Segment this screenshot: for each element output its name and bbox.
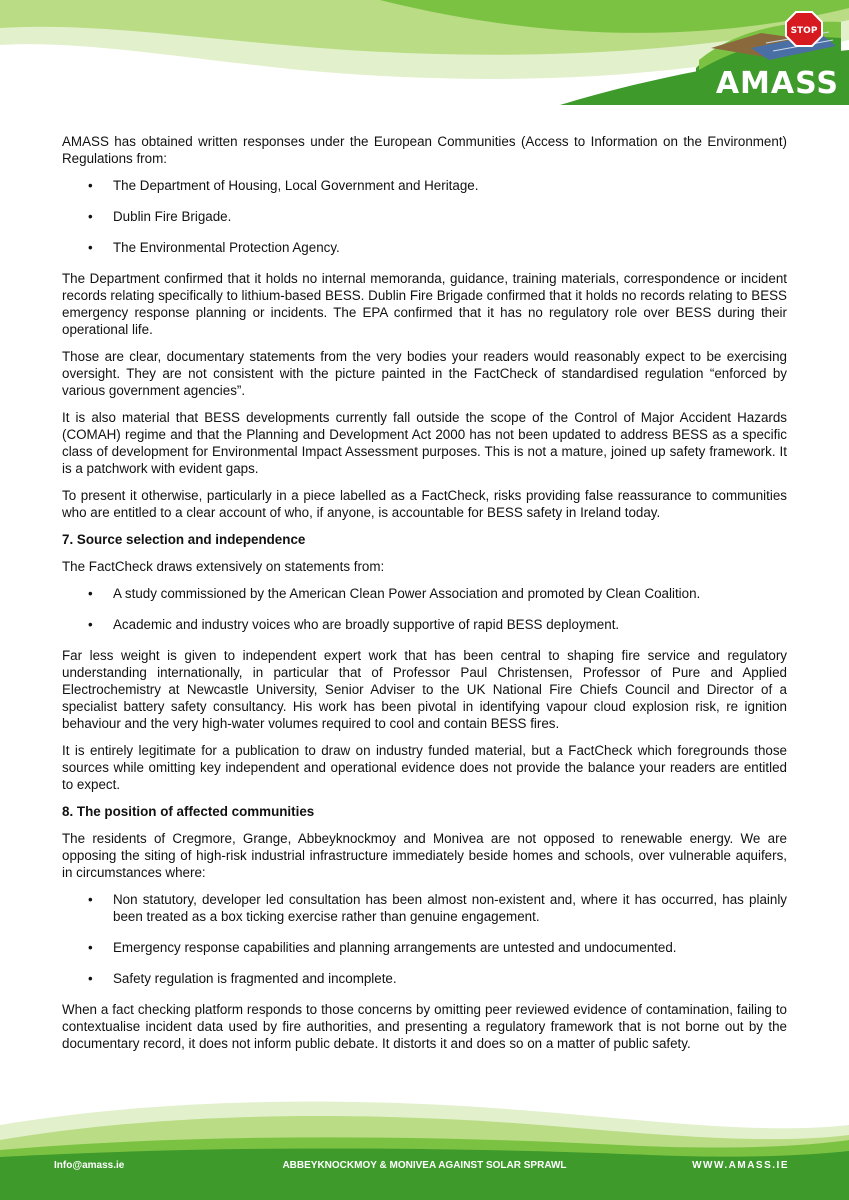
list-item: • The Department of Housing, Local Government and Heritage. [113,177,787,194]
paragraph: Those are clear, documentary statements from the very bodies your readers would reasonably expect to be exercising oversight. They are not consistent with the picture painted in the FactCheck of standardised regulation “enforced by various government agencies”. [62,349,787,398]
brand-name: AMASS [715,66,839,101]
stop-sign-text: STOP [790,26,818,36]
list-item: • Safety regulation is fragmented and incomplete. [113,970,787,987]
circumstances-list [62,891,787,987]
footer-email-link[interactable]: Info@amass.ie [54,1160,125,1171]
responders-list [62,177,787,256]
paragraph: The Department confirmed that it holds no internal memoranda, guidance, training materials, correspondence or incident records relating specifically to lithium-based BESS. Dublin Fire Brigade confirmed that it holds no records relating to BESS emergency response planning or incidents. The EPA confirmed that it has no regulatory role over BESS during their operational life. [62,271,787,337]
section-heading-7: 7. Source selection and independence [62,532,306,547]
sources-list [62,585,787,633]
list-item: • Emergency response capabilities and planning arrangements are untested and undocumented. [113,939,787,956]
paragraph: The residents of Cregmore, Grange, Abbeyknockmoy and Monivea are not opposed to renewable energy. We are opposing the siting of high-risk industrial infrastructure immediately beside homes and schools, over vulnerable aquifers, in circumstances where: [62,831,787,880]
list-item: • Academic and industry voices who are broadly supportive of rapid BESS deployment. [113,616,787,633]
list-item: • Non statutory, developer led consultation has been almost non-existent and, where it has occurred, has plainly been treated as a box ticking exercise rather than genuine engagement. [113,891,787,925]
paragraph: The FactCheck draws extensively on statements from: [62,559,385,574]
list-item: • A study commissioned by the American Clean Power Association and promoted by Clean Coalition. [113,585,787,602]
section-heading-8: 8. The position of affected communities [62,804,315,819]
paragraph: To present it otherwise, particularly in a piece labelled as a FactCheck, risks providing false reassurance to communities who are entitled to a clear account of who, if anyone, is accountable for BESS safety in Ireland today. [62,488,787,520]
letter-body [62,133,787,1062]
footer-website-link[interactable]: WWW.AMASS.IE [692,1160,789,1171]
footer-tagline: ABBEYKNOCKMOY & MONIVEA AGAINST SOLAR SPRAWL [282,1160,567,1171]
paragraph: When a fact checking platform responds to those concerns by omitting peer reviewed evidence of contamination, failing to contextualise incident data used by fire authorities, and presenting a regulatory framework that is not borne out by the documentary record, it does not inform public debate. It distorts it and does so on a matter of public safety. [62,1002,787,1051]
paragraph: Far less weight is given to independent expert work that has been central to shaping fire service and regulatory understanding internationally, in particular that of Professor Paul Christensen, Professor of Pure and Applied Electrochemistry at Newcastle University, Senior Adviser to the UK National Fire Chiefs Council and Director of a specialist battery safety consultancy. His work has been pivotal in identifying vapour cloud explosion risk, re ignition behaviour and the very high-water volumes required to cool and contain BESS fires. [62,648,787,731]
paragraph: It is also material that BESS developments currently fall outside the scope of the Control of Major Accident Hazards (COMAH) regime and that the Planning and Development Act 2000 has not been updated to address BESS as a specific class of development for Environmental Impact Assessment purposes. This is not a mature, joined up safety framework. It is a patchwork with evident gaps. [62,410,787,476]
list-item: • The Environmental Protection Agency. [113,239,787,256]
list-item: • Dublin Fire Brigade. [113,208,787,225]
paragraph: It is entirely legitimate for a publication to draw on industry funded material, but a FactCheck which foregrounds those sources while omitting key independent and operational evidence does not provide the balance your readers are entitled to expect. [62,743,787,792]
intro-paragraph: AMASS has obtained written responses under the European Communities (Access to Information on the Environment) Regulations from: [62,134,787,166]
footer-wave-graphic [0,1095,849,1200]
